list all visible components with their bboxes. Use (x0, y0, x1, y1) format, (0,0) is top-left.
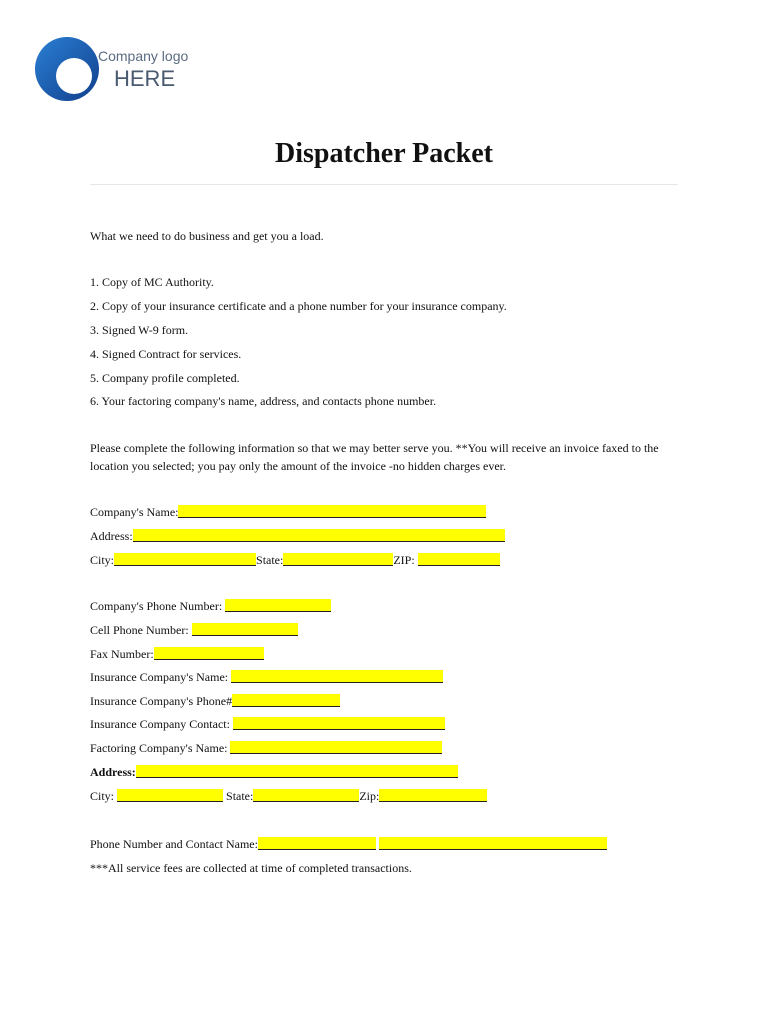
company-phone-row (90, 598, 331, 614)
cell-phone-field[interactable] (192, 623, 298, 636)
logo-text-line1: Company logo (98, 48, 189, 64)
address-label: Address: (90, 529, 133, 543)
intro-text: What we need to do business and get you a load. (90, 229, 324, 243)
factoring-zip-label: Zip: (359, 789, 380, 803)
insurance-name-field[interactable] (231, 670, 443, 683)
cell-phone-label: Cell Phone Number: (90, 623, 189, 637)
factoring-state-field[interactable] (253, 789, 359, 802)
company-phone-label: Company's Phone Number: (90, 599, 223, 613)
company-name-row (90, 504, 486, 520)
cell-phone-row (90, 622, 298, 638)
requirement-item: 6. Your factoring company's name, address, and contacts phone number. (90, 394, 437, 408)
fax-row (90, 646, 264, 662)
factoring-name-label: Factoring Company's Name: (90, 741, 228, 755)
company-name-label: Company's Name: (90, 505, 179, 519)
company-name-field[interactable] (178, 505, 486, 518)
company-phone-field[interactable] (225, 599, 331, 612)
company-logo (34, 36, 194, 106)
contact-name-field[interactable] (379, 837, 607, 850)
insurance-contact-row (90, 716, 445, 732)
footnote: ***All service fees are collected at time of completed transactions. (90, 861, 412, 875)
contact-phone-field[interactable] (258, 837, 376, 850)
factoring-city-field[interactable] (117, 789, 223, 802)
factoring-name-row (90, 740, 442, 756)
logo-circle-icon (34, 36, 100, 102)
factoring-address-field[interactable] (136, 765, 458, 778)
requirement-item: 4. Signed Contract for services. (90, 347, 242, 361)
factoring-address-label: Address: (90, 765, 136, 779)
insurance-phone-row (90, 693, 340, 709)
insurance-phone-label: Insurance Company's Phone# (90, 694, 233, 708)
requirement-item: 5. Company profile completed. (90, 371, 240, 385)
factoring-city-state-zip-row (90, 788, 487, 804)
factoring-name-field[interactable] (230, 741, 442, 754)
insurance-contact-label: Insurance Company Contact: (90, 717, 230, 731)
requirement-item: 2. Copy of your insurance certificate and a phone number for your insurance company. (90, 299, 507, 313)
city-label: City: (90, 553, 115, 567)
title-divider (90, 184, 678, 185)
zip-label: ZIP: (393, 553, 415, 567)
insurance-name-row (90, 669, 443, 685)
address-row (90, 528, 505, 544)
instructions-text: Please complete the following information so that we may better serve you. **You will receive an invoice faxed to the location you selected; you pay only the amount of the invoice -no hidden charges ever. (90, 441, 659, 473)
state-field[interactable] (283, 553, 393, 566)
city-state-zip-row (90, 552, 500, 568)
requirement-item: 3. Signed W-9 form. (90, 323, 189, 337)
page-title: Dispatcher Packet (275, 138, 493, 169)
fax-label: Fax Number: (90, 647, 154, 661)
insurance-phone-field[interactable] (232, 694, 340, 707)
factoring-city-label: City: (90, 789, 115, 803)
factoring-zip-field[interactable] (379, 789, 487, 802)
factoring-address-row (90, 764, 458, 780)
state-label: State: (256, 553, 284, 567)
logo-text-line2: HERE (114, 66, 176, 91)
city-field[interactable] (114, 553, 256, 566)
zip-field[interactable] (418, 553, 500, 566)
insurance-name-label: Insurance Company's Name: (90, 670, 229, 684)
phone-contact-row (90, 836, 607, 852)
requirement-item: 1. Copy of MC Authority. (90, 275, 214, 289)
fax-field[interactable] (154, 647, 264, 660)
insurance-contact-field[interactable] (233, 717, 445, 730)
phone-contact-label: Phone Number and Contact Name: (90, 837, 258, 851)
address-field[interactable] (133, 529, 505, 542)
factoring-state-label: State: (226, 789, 254, 803)
